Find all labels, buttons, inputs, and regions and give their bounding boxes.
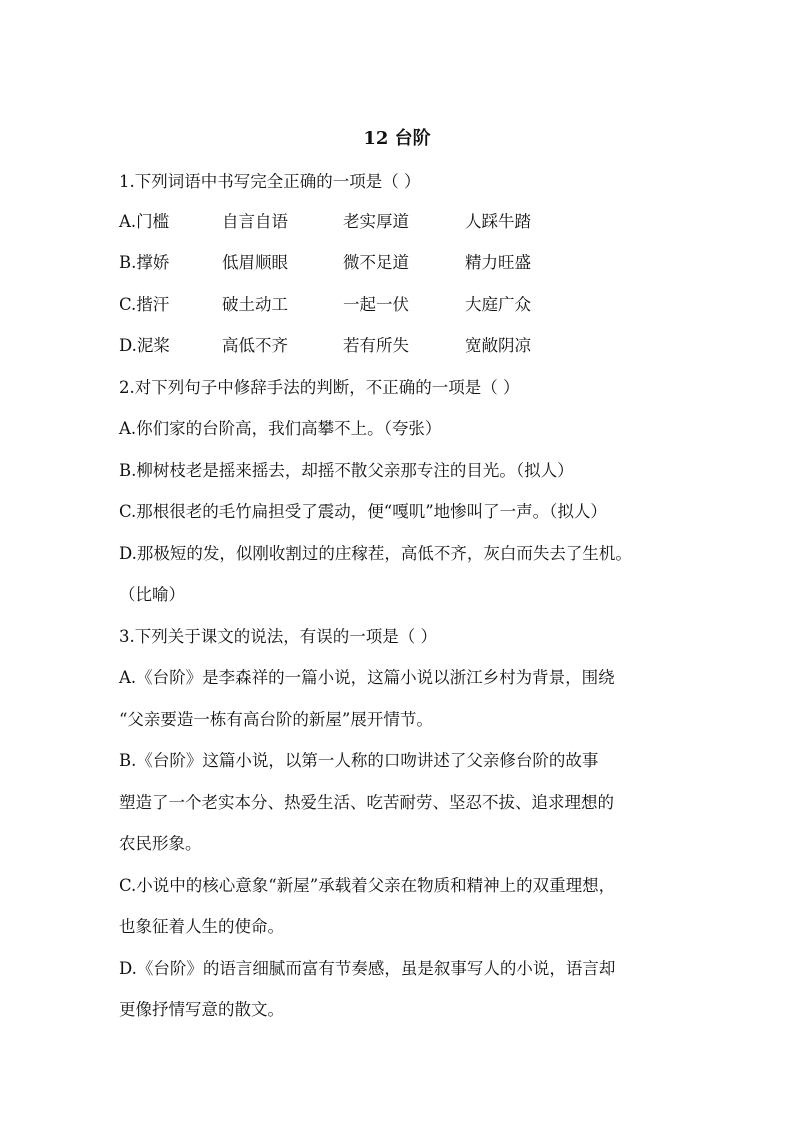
- option-d-word-3: 若有所失: [343, 336, 409, 355]
- question-2-option-b: B.柳树枝老是摇来摇去，却摇不散父亲那专注的目光。（拟人）: [119, 461, 574, 480]
- question-3-option-b-line-1: B.《台阶》这篇小说，以第一人称的口吻讲述了父亲修台阶的故事: [119, 751, 599, 770]
- option-d-word-1: D.泥桨: [119, 336, 170, 355]
- question-3-option-b-line-2: 塑造了一个老实本分、热爱生活、吃苦耐劳、坚忍不拔、追求理想的: [119, 793, 614, 812]
- question-2-option-d-line-1: D.那极短的发，似刚收割过的庄稼茬，高低不齐，灰白而失去了生机。: [119, 544, 632, 563]
- question-3-option-c-line-2: 也象征着人生的使命。: [119, 917, 284, 936]
- question-3-option-d-line-1: D.《台阶》的语言细腻而富有节奏感，虽是叙事写人的小说，语言却: [119, 959, 616, 978]
- question-3-option-a-line-1: A.《台阶》是李森祥的一篇小说，这篇小说以浙江乡村为背景，围绕: [119, 668, 615, 687]
- question-3-option-d-line-2: 更像抒情写意的散文。: [119, 1000, 284, 1019]
- option-d-word-2: 高低不齐: [222, 336, 288, 355]
- option-c-word-2: 破土动工: [222, 295, 288, 314]
- option-c-word-1: C.揩汗: [119, 295, 170, 314]
- question-1-stem: 1.下列词语中书写完全正确的一项是（ ）: [119, 172, 421, 191]
- option-a-word-3: 老实厚道: [343, 212, 409, 231]
- question-2-stem: 2.对下列句子中修辞手法的判断，不正确的一项是（ ）: [119, 378, 520, 397]
- option-a-word-4: 人踩牛踏: [465, 212, 531, 231]
- option-b-word-2: 低眉顺眼: [222, 253, 288, 272]
- option-a-word-2: 自言自语: [222, 212, 288, 231]
- question-2-option-a: A.你们家的台阶高，我们高攀不上。（夸张）: [119, 419, 442, 438]
- option-c-word-4: 大庭广众: [465, 295, 531, 314]
- question-3-option-a-line-2: “父亲要造一栋有高台阶的新屋”展开情节。: [119, 710, 433, 729]
- question-3-stem: 3.下列关于课文的说法，有误的一项是（ ）: [119, 627, 437, 646]
- option-a-word-1: A.门槛: [119, 212, 170, 231]
- option-b-word-4: 精力旺盛: [465, 253, 531, 272]
- option-c-word-3: 一起一伏: [343, 295, 409, 314]
- option-b-word-1: B.撑娇: [119, 253, 170, 272]
- page-title: 12 台阶: [363, 128, 431, 149]
- question-2-option-d-line-2: （比喻）: [119, 585, 185, 604]
- option-d-word-4: 宽敞阴凉: [465, 336, 531, 355]
- question-2-option-c: C.那根很老的毛竹扁担受了震动，便“嘎叽”地惨叫了一声。（拟人）: [119, 502, 607, 521]
- question-3-option-b-line-3: 农民形象。: [119, 834, 202, 853]
- question-3-option-c-line-1: C.小说中的核心意象“新屋”承载着父亲在物质和精神上的双重理想，: [119, 876, 616, 895]
- option-b-word-3: 微不足道: [343, 253, 409, 272]
